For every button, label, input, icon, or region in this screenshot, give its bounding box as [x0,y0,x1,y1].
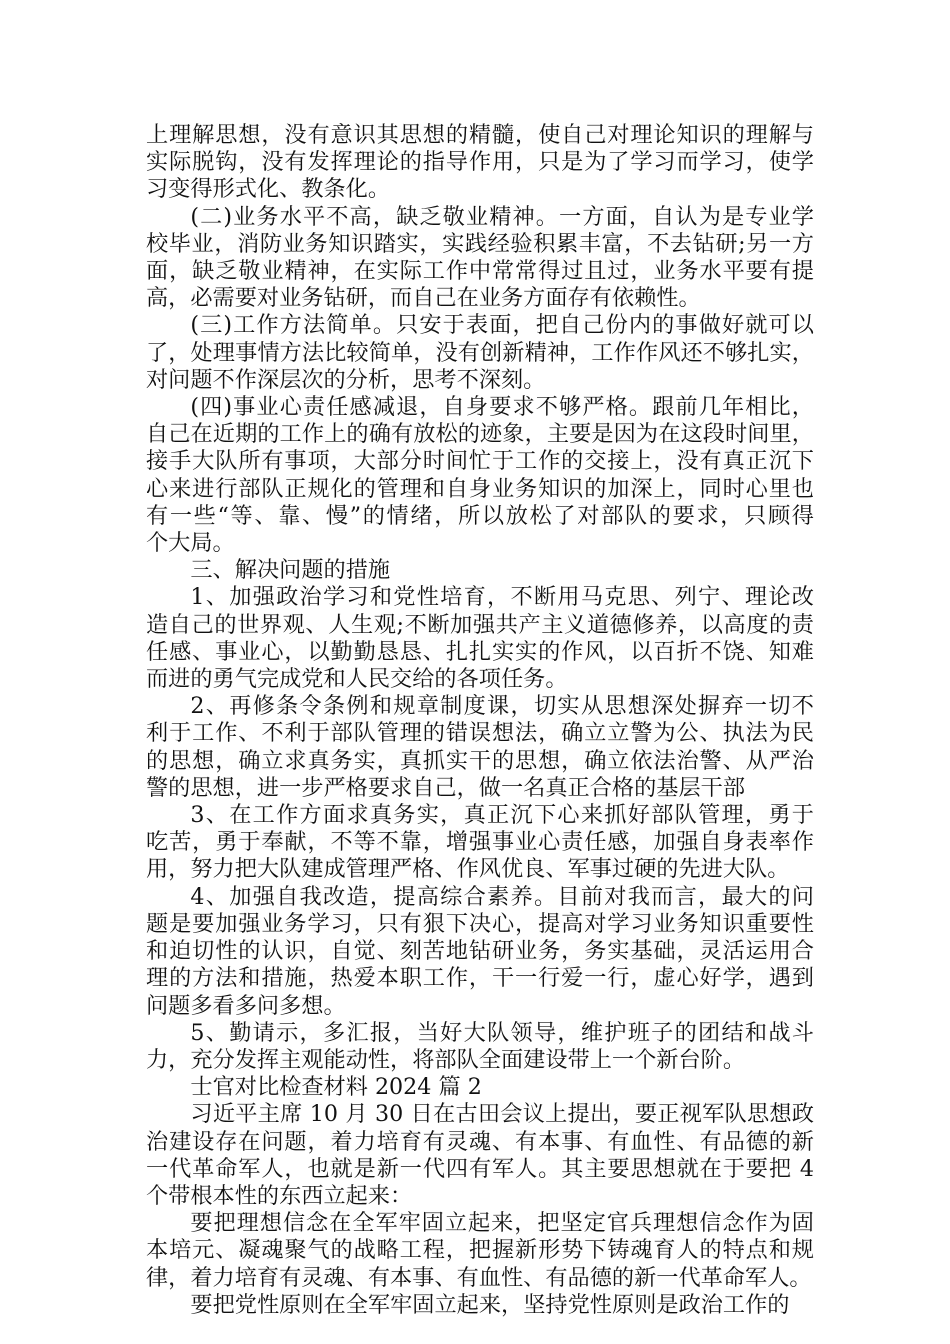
text-line: 对问题不作深层次的分析，思考不深刻。 [146,366,546,393]
text-line: 5、勤请示，多汇报，当好大队领导，维护班子的团结和战斗 [190,1019,814,1046]
text-line: 和迫切性的认识，自觉、刻苦地钻研业务，务实基础，灵活运用合 [146,938,814,965]
paragraph [146,584,814,693]
text-line: 心来进行部队正规化的管理和自身业务知识的加深上，同时心里也 [146,475,814,502]
paragraph [146,1074,814,1101]
text-line: (四)事业心责任感减退，自身要求不够严格。跟前几年相比， [190,394,814,421]
paragraph [146,1210,814,1292]
text-line: 接手大队所有事项，大部分时间忙于工作的交接上，没有真正沉下 [146,448,814,475]
text-line: 实际脱钩，没有发挥理论的指导作用，只是为了学习而学习，使学 [146,149,814,176]
text-line: 造自己的世界观、人生观;不断加强共产主义道德修养，以高度的责 [146,611,814,638]
paragraph [146,1101,814,1210]
text-line: 题是要加强业务学习，只有狠下决心，提高对学习业务知识重要性 [146,910,814,937]
text-line: 问题多看多问多想。 [146,992,346,1019]
text-line: 要把理想信念在全军牢固立起来，把坚定官兵理想信念作为固 [190,1210,814,1237]
text-line: 吃苦，勇于奉献，不等不靠，增强事业心责任感，加强自身表率作 [146,829,814,856]
text-line: 理的方法和措施，热爱本职工作，干一行爱一行，虚心好学，遇到 [146,965,814,992]
text-line: 校毕业，消防业务知识踏实，实践经验积累丰富，不去钻研;另一方 [146,230,814,257]
document-page [146,122,814,1319]
paragraph [146,1292,814,1319]
paragraph [146,884,814,1020]
text-line: 的思想，确立求真务实，真抓实干的思想，确立依法治警、从严治 [146,747,814,774]
text-line: 有一些“等、靠、慢”的情绪，所以放松了对部队的要求，只顾得 [146,502,814,529]
text-line: 要把党性原则在全军牢固立起来，坚持党性原则是政治工作的 [190,1291,790,1318]
paragraph [146,1020,814,1074]
text-line: 而进的勇气完成党和人民交给的各项任务。 [146,666,568,693]
paragraph [146,693,814,802]
text-line: 警的思想，进一步严格要求自己，做一名真正合格的基层干部 [146,774,746,801]
text-line: 利于工作、不利于部队管理的错误想法，确立立警为公、执法为民 [146,720,814,747]
text-line: 习近平主席 10 月 30 日在古田会议上提出，要正视军队思想政 [190,1101,814,1128]
text-line: 了，处理事情方法比较简单，没有创新精神，工作作风还不够扎实， [146,339,814,366]
text-line: 自己在近期的工作上的确有放松的迹象，主要是因为在这段时间里， [146,421,814,448]
text-line: 习变得形式化、教条化。 [146,176,391,203]
text-line: 三、解决问题的措施 [190,557,391,584]
text-line: 个大局。 [146,530,235,557]
text-line: 2、再修条令条例和规章制度课，切实从思想深处摒弃一切不 [190,693,814,720]
text-line: 1、加强政治学习和党性培育，不断用马克思、列宁、理论改 [190,584,814,611]
paragraph [146,557,814,584]
text-line: 面，缺乏敬业精神，在实际工作中常常得过且过，业务水平要有提 [146,258,814,285]
paragraph [146,394,814,557]
paragraph [146,122,814,204]
text-line: 本培元、凝魂聚气的战略工程，把握新形势下铸魂育人的特点和规 [146,1237,814,1264]
text-line: 律，着力培育有灵魂、有本事、有血性、有品德的新一代革命军人。 [146,1264,812,1291]
paragraph [146,802,814,884]
text-line: (三)工作方法简单。只安于表面，把自己份内的事做好就可以 [190,312,814,339]
text-line: 4、加强自我改造，提高综合素养。目前对我而言，最大的问 [190,883,814,910]
text-line: 力，充分发挥主观能动性，将部队全面建设带上一个新台阶。 [146,1046,746,1073]
text-line: 治建设存在问题，着力培育有灵魂、有本事、有血性、有品德的新 [146,1128,814,1155]
text-line: 一代革命军人，也就是新一代四有军人。其主要思想就在于要把 4 [146,1155,814,1182]
text-line: 任感、事业心，以勤勤恳恳、扎扎实实的作风，以百折不饶、知难 [146,638,814,665]
text-line: 用，努力把大队建成管理严格、作风优良、军事过硬的先进大队。 [146,856,790,883]
text-line: 3、在工作方面求真务实，真正沉下心来抓好部队管理，勇于 [190,802,814,829]
text-line: 士官对比检查材料 2024 篇 2 [190,1074,482,1101]
text-line: 个带根本性的东西立起来： [146,1182,413,1209]
paragraph [146,204,814,313]
text-line: 上理解思想，没有意识其思想的精髓，使自己对理论知识的理解与 [146,122,814,148]
text-line: 高，必需要对业务钻研，而自己在业务方面存有依赖性。 [146,285,701,312]
text-line: (二)业务水平不高，缺乏敬业精神。一方面，自认为是专业学 [190,203,814,230]
paragraph [146,312,814,394]
